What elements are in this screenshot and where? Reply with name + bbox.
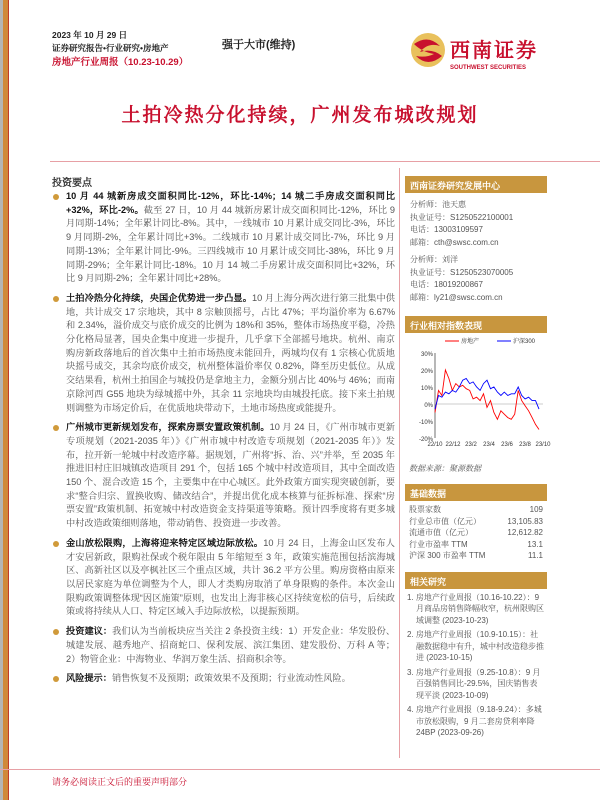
column-divider xyxy=(399,168,400,758)
x-tick-label: 23/6 xyxy=(501,442,513,448)
point-text: 截至 27 日，10 月 44 城新房累计成交面积同比-12%，环比 9 月同期-14%；全年累计同比-8%。其中，一线城市 10 月累计成交同比-3%，环比 9 月同期-2%，全年累计同比+3%。二线城市 10 月累计成交同比-7%，环比 9 月同期-13%；全年累计同比-9%。三四线城市 10 月累计成交同比-38%，环比 9 月同期-29%；全年累计同比-18%。10 月 14 城二手房累计成交面积同比+32%，环比 9 月同期-2%；全年累计同比+28%。 xyxy=(66,204,396,284)
related-item[interactable]: 4. 房地产行业周报（9.18-9.24）：多城市放松限购，9 月二套房贷利率降 24BP (2023-09-26) xyxy=(407,705,542,737)
analyst-name: 分析师：刘洋 xyxy=(410,255,458,264)
y-tick-label: -10% xyxy=(418,420,433,426)
related-item[interactable]: 1. 房地产行业周报（10.16-10.22）：9 月商品房销售降幅收窄，杭州限购区域调整 (2023-10-23) xyxy=(407,592,544,625)
series-line-0 xyxy=(435,370,539,430)
point-text: 10 月 24 日，上海金山区发布人才安居新政，限购社保或个税年限由 5 年缩短至 3 年，政策实施范围包括滨海城区、高新社区以及亭枫社区三个重点区域，共计 36.2 平方公里。购房资格由原来以居民家庭为单位调整为个人，即人才类购房取消了单身限购的条件。本次金山限购政策调整体现“因区施策”原则，也发出上海非核心区持续宽松的信号，后续政策或将持续从人口、特定区域入手边际放松，以提振预期。 xyxy=(66,537,395,617)
analyst-email[interactable]: 邮箱：cth@swsc.com.cn xyxy=(410,237,499,247)
bullet-icon xyxy=(53,296,59,302)
report-meta xyxy=(52,29,188,70)
point-text: 10 月上海分两次进行第三批集中供地，共计成交 17 宗地块，其中 8 宗触顶摇号，占比 47%；平均溢价率为 6.67%和 2.34%，溢价成交与底价成交的比例为 18%和 35%，整体市场热度平稳，冷热分化格局显著，国央企集中度进一步提升，几乎拿下全部摇号地块。杭州、南京购房新政落地后的首次集中土拍市场热度未能回升，两城均仅有 1 宗核心优质地块摇号成交，其余均底价成交，杭州整体溢价率仅 0.82%，降至历史低位。从成交结果看，杭州土拍国企与城投仍是拿地主力，金额分别占比 40%与 46%；而南京除河西 G55 地块为绿城摇中外，其余 11 宗地块均由城投托底。接下来土拍规则调整为市场定价后，在优质地块带动下，土地市场热度或能提升。 xyxy=(66,292,395,413)
rating: 强于大市(维持) xyxy=(222,39,296,51)
bullet-icon xyxy=(53,629,59,635)
x-tick-label: 23/2 xyxy=(465,442,477,448)
legend-label: 房地产 xyxy=(461,339,480,345)
key-points xyxy=(52,190,395,692)
table-row xyxy=(405,527,547,539)
legend-label: 沪深300 xyxy=(513,339,536,345)
company-logo xyxy=(410,30,550,78)
row-label: 流通市值（亿元） xyxy=(409,528,473,537)
basic-data-header: 基础数据 xyxy=(405,484,547,501)
index-chart xyxy=(405,333,551,463)
bullet-icon xyxy=(53,676,59,682)
analyst-info xyxy=(405,193,547,304)
footer-disclaimer: 请务必阅读正文后的重要声明部分 xyxy=(52,777,188,787)
footer-divider xyxy=(0,769,600,770)
x-tick-label: 23/8 xyxy=(519,442,531,448)
x-tick-label: 22/10 xyxy=(427,442,443,448)
index-header: 行业相对指数表现 xyxy=(405,316,547,333)
chart-source: 数据来源：聚源数据 xyxy=(409,464,481,473)
y-tick-label: 20% xyxy=(420,369,433,375)
row-value: 13,105.83 xyxy=(507,516,543,526)
basic-data-table xyxy=(405,504,547,562)
logo-emblem-icon xyxy=(410,30,446,70)
related-item[interactable]: 2. 房地产行业周报（10.9-10.15）：社融数据稳中有升，城中村改造稳步推进 (2023-10-15) xyxy=(407,630,544,662)
y-tick-label: 10% xyxy=(420,386,433,392)
analyst-phone: 电话：13003109597 xyxy=(410,225,483,234)
point-text: 10 月 24 日，《广州市城市更新专项规划（2021-2035 年）》《广州市城中村改造专项规划（2021-2035 年）》发布，拉开新一轮城中村改造序幕。据规划，广州将“拆、治、兴”并举，至 2035 年推进旧村庄旧城镇改造项目 291 个，包括 165 个城中村改造项目，其中全面改造 150 个、混合改造 15 个，主要集中在中心城区。此外政策方面实现突破创新，要求“整合归宗、置换收购、储改结合”，并提出优化成本核算与征拆标准、探索“房票安置”政策机制、拓宽城中村改造资金支持渠道等策略。预计四季度将有更多城中村改造政策细则落地，带动销售、投资进一步改善。 xyxy=(66,422,395,529)
point-heading: 广州城市更新规划发布，探索房票安置政策机制。 xyxy=(66,422,270,433)
point xyxy=(52,190,395,286)
related-research-header: 相关研究 xyxy=(405,572,547,589)
section-title: 投资要点 xyxy=(52,178,92,189)
logo-cn: 西南证券 xyxy=(450,38,538,62)
analyst-license: 执业证号：S1250522100001 xyxy=(410,212,514,222)
point-heading: 10 月 44 城新房成交面积同比-12%，环比-14%；14 城二手房成交面积同比+32%，环比-2%。 xyxy=(66,191,395,215)
row-label: 行业市盈率 TTM xyxy=(409,539,468,549)
divider xyxy=(50,161,600,162)
bullet-icon xyxy=(53,425,59,431)
point-heading: 金山放松限购，上海将迎来特定区域边际放松。 xyxy=(66,537,264,548)
report-date: 2023 年 10 月 29 日 xyxy=(52,30,128,40)
row-label: 股票家数 xyxy=(409,505,441,514)
point-heading: 风险提示： xyxy=(66,673,112,684)
logo-en: SOUTHWEST SECURITIES xyxy=(450,65,527,71)
row-value: 12,612.82 xyxy=(507,528,543,537)
report-series: 房地产行业周报（10.23-10.29） xyxy=(52,57,189,68)
row-value: 11.1 xyxy=(528,551,543,560)
analyst-license: 执业证号：S1250523070005 xyxy=(410,267,514,277)
analyst-email[interactable]: 邮箱：ly21@swsc.com.cn xyxy=(410,292,503,302)
sidebar xyxy=(405,176,551,745)
table-row xyxy=(405,516,547,528)
row-value: 13.1 xyxy=(527,539,543,549)
y-tick-label: -20% xyxy=(418,437,433,443)
report-title: 土拍冷热分化持续，广州发布城改规划 xyxy=(121,105,479,126)
table-row xyxy=(405,550,547,562)
analyst-phone: 电话：18019200867 xyxy=(410,280,483,289)
table-row xyxy=(405,504,547,516)
point-text: 销售恢复不及预期；政策效果不及预期；行业流动性风险。 xyxy=(111,673,351,684)
point-heading: 土拍冷热分化持续，央国企优势进一步凸显。 xyxy=(66,292,253,303)
point-heading: 投资建议： xyxy=(66,626,113,637)
row-label: 沪深 300 市盈率 TTM xyxy=(409,551,486,560)
x-tick-label: 22/12 xyxy=(445,442,461,448)
report-category: 证券研究报告•行业研究•房地产 xyxy=(52,43,169,53)
index-chart-svg xyxy=(405,333,551,463)
point xyxy=(52,292,395,415)
y-tick-label: 0% xyxy=(424,403,433,409)
x-tick-label: 23/10 xyxy=(535,442,551,448)
y-tick-label: 30% xyxy=(420,352,433,358)
point xyxy=(52,625,395,666)
bullet-icon xyxy=(53,194,59,200)
point xyxy=(52,672,395,686)
related-item[interactable]: 3. 房地产行业周报（9.25-10.8）：9 月百强销售同比-29.5%，国庆销售表现平淡 (2023-10-09) xyxy=(407,667,541,700)
point xyxy=(52,421,395,531)
point xyxy=(52,537,395,619)
row-value: 109 xyxy=(529,505,543,514)
table-row xyxy=(405,539,547,551)
bullet-icon xyxy=(53,541,59,547)
research-center-header: 西南证券研究发展中心 xyxy=(405,176,547,193)
point-text: 我们认为当前板块应当关注 2 条投资主线：1）开发企业：华发股份、城建发展、越秀地产、招商蛇口、保利发展、滨江集团、建发股份、万科 A 等；2）物管企业：中海物业、华润万象生活、招商积余等。 xyxy=(66,626,396,664)
related-research-list xyxy=(405,589,547,745)
analyst-name: 分析师：池天惠 xyxy=(410,200,466,209)
x-tick-label: 23/4 xyxy=(483,442,495,448)
row-label: 行业总市值（亿元） xyxy=(409,516,481,526)
